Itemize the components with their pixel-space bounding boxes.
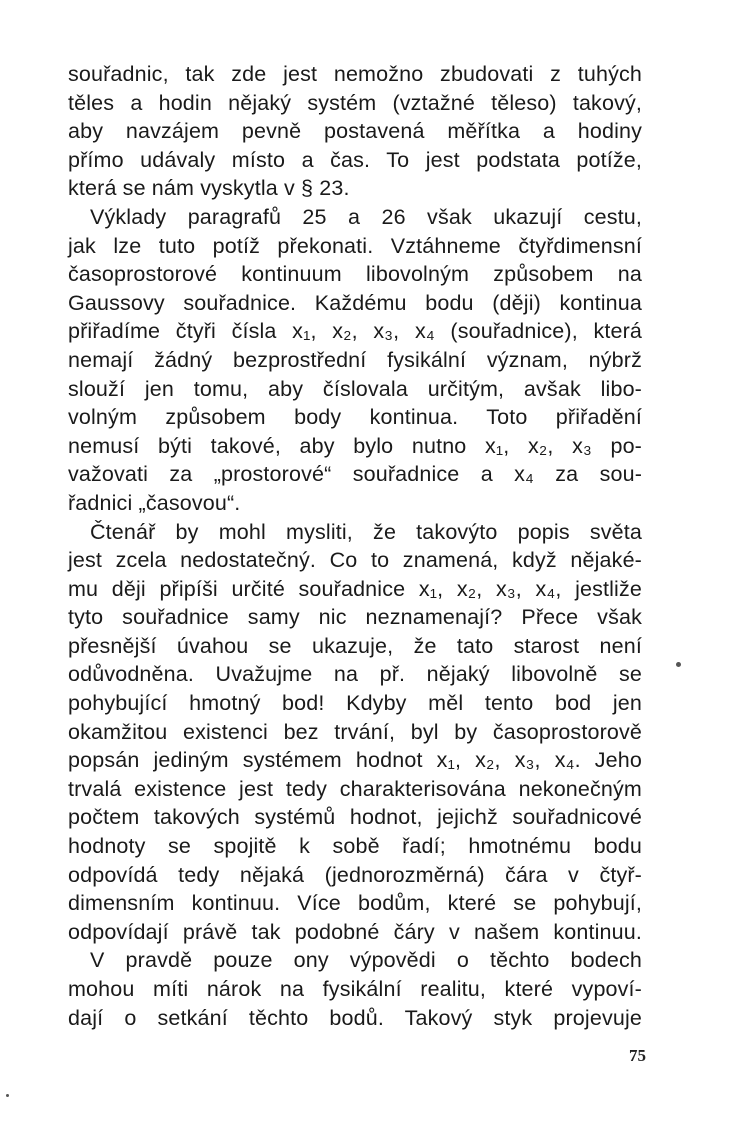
- text-line: volným způsobem body kontinua. Toto přiřadění: [68, 405, 642, 430]
- text-line: Výklady paragrafů 25 a 26 však ukazují cestu,: [90, 204, 642, 229]
- text-line: jest zcela nedostatečný. Co to znamená, když nějaké-: [68, 548, 642, 573]
- text-line: souřadnic, tak zde jest nemožno zbudovati z tuhých: [68, 62, 642, 86]
- text-line: přiřadíme čtyři čísla x₁, x₂, x₃, x₄ (souřadnice), která: [68, 319, 642, 344]
- text-line: V pravdě pouze ony výpovědi o těchto bodech: [90, 948, 642, 973]
- text-line: slouží jen tomu, aby číslovala určitým, avšak libo-: [68, 376, 642, 401]
- text-line: odpovídá tedy nějaká (jednorozměrná) čára v čtyř-: [68, 862, 642, 887]
- body-text: [68, 60, 642, 1032]
- text-line: dimensním kontinuu. Více bodům, které se pohybují,: [68, 891, 642, 916]
- text-line: přímo udávaly místo a čas. To jest podstata potíže,: [68, 147, 642, 172]
- text-line: tyto souřadnice samy nic neznamenají? Přece však: [68, 605, 642, 630]
- text-line: Gaussovy souřadnice. Každému bodu (ději) kontinua: [68, 290, 642, 315]
- text-line: mu ději připíši určité souřadnice x₁, x₂, x₃, x₄, jestliže: [68, 576, 642, 601]
- text-line: važovati za „prostorové“ souřadnice a x₄ za sou-: [68, 462, 642, 487]
- text-line: řadnici „časovou“.: [68, 490, 241, 515]
- text-line: která se nám vyskytla v § 23.: [68, 176, 350, 201]
- text-line: jak lze tuto potíž překonati. Vztáhneme čtyřdimensní: [68, 233, 642, 258]
- text-line: těles a hodin nějaký systém (vztažné těleso) takový,: [68, 90, 642, 115]
- text-line: časoprostorové kontinuum libovolným způsobem na: [68, 262, 642, 287]
- text-line: přesnější úvahou se ukazuje, že tato starost není: [68, 633, 642, 658]
- text-line: odpovídají právě tak podobné čáry v našem kontinuu.: [68, 919, 642, 944]
- text-line: nemají žádný bezprostřední fysikální význam, nýbrž: [68, 347, 642, 372]
- text-line: pohybující hmotný bod! Kdyby měl tento bod jen: [68, 691, 642, 716]
- text-line: trvalá existence jest tedy charakterisována nekonečným: [68, 776, 642, 801]
- text-line: nemusí býti takové, aby bylo nutno x₁, x₂, x₃ po-: [68, 433, 642, 458]
- text-line: popsán jediným systémem hodnot x₁, x₂, x₃, x₄. Jeho: [68, 748, 642, 773]
- margin-speck: [676, 662, 681, 667]
- margin-speck: [6, 1094, 9, 1097]
- text-line: odůvodněna. Uvažujme na př. nějaký libovolně se: [68, 662, 642, 687]
- text-line: dají o setkání těchto bodů. Takový styk projevuje: [68, 1005, 642, 1030]
- text-line: okamžitou existenci bez trvání, byl by časoprostorově: [68, 719, 642, 744]
- text-line: počtem takových systémů hodnot, jejichž souřadnicové: [68, 805, 642, 830]
- text-line: Čtenář by mohl mysliti, že takovýto popis světa: [90, 519, 642, 544]
- text-line: aby navzájem pevně postavená měřítka a hodiny: [68, 119, 642, 144]
- page-number: 75: [629, 1046, 646, 1065]
- text-line: hodnoty se spojitě k sobě řadí; hmotnému bodu: [68, 834, 642, 859]
- text-line: mohou míti nárok na fysikální realitu, které vypoví-: [68, 977, 642, 1001]
